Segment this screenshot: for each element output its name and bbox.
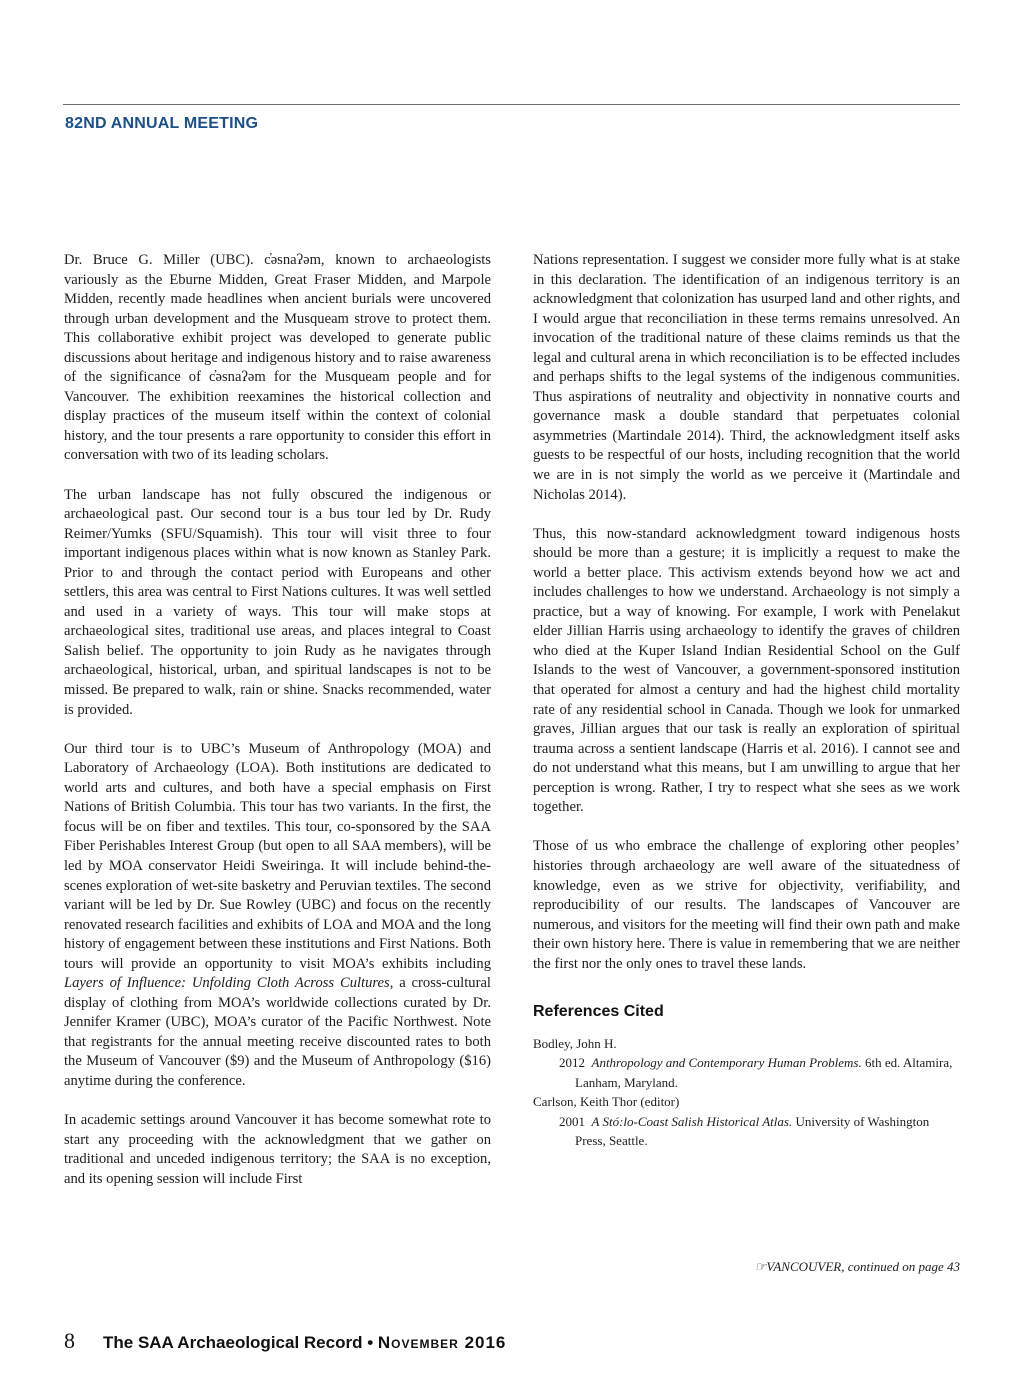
reference-citation (549, 1053, 960, 1092)
reference-author: Bodley, John H. (533, 1035, 617, 1051)
paragraph-text: Our third tour is to UBC’s Museum of Anthropology (MOA) and Laboratory of Archaeology (LOA). Both institutions are dedicated to world arts and cultures, and both have a special emphasis on First Nations of British Columbia. This tour has two variants. In the first, the focus will be on fiber and textiles. This tour, co-sponsored by the SAA Fiber Perishables Interest Group (but open to all SAA members), will be led by MOA conservator Heidi Sweiringa. It will include behind-the-scenes exploration of wet-site basketry and Peruvian textiles. The second variant will be led by Dr. Sue Rowley (UBC) and focus on the recently renovated research facilities and exhibits of LOA and MOA and the long history of engagement between these institutions and First Nations. Both tours will provide an opportunity to visit MOA’s exhibits including (64, 740, 491, 972)
reference-entry (533, 1034, 960, 1093)
paragraph: The urban landscape has not fully obscured the indigenous or archaeological past. Our second tour is a bus tour led by Dr. Rudy Reimer/Yumks (SFU/Squamish). This tour will visit three to four important indigenous places within what is now known as Stanley Park. Prior to and through the contact period with Europeans and other settlers, this area was central to First Nations cultures. It was well settled and used in a variety of ways. This tour will make stops at archaeological sites, traditional use areas, and places integral to Coast Salish belief. The opportunity to join Rudy as he navigates through archaeological, historical, urban, and spiritual landscapes is not to be missed. Be prepared to walk, rain or shine. Snacks recommended, water is provided. (64, 486, 491, 718)
reference-details: 6th ed. Altamira, Lanham, Maryland. (575, 1055, 953, 1090)
reference-title: A Stó:lo-Coast Salish Historical Atlas. (591, 1113, 793, 1129)
paragraph: Thus, this now-standard acknowledgment toward indigenous hosts should be more than a gesture; it is implicitly a request to make the world a better place. This activism extends beyond how we act and includes challenges to how we understand. Archaeology is not simply a practice, but a way of knowing. For example, I work with Penelakut elder Jillian Harris using archaeology to identify the graves of children who died at the Kuper Island Indian Residential School on the Gulf Islands to the west of Vancouver, a government-sponsored institution that operated for almost a century and had the highest child mortality rate of any residential school in Canada. Though we look for unmarked graves, Jillian argues that our task is really an exploration of spiritual trauma across a sentient landscape (Harris et al. 2016). I cannot see and do not understand what this means, but I am unwilling to argue that her perception is wrong. Rather, I try to respect what she sees as we work together. (533, 525, 960, 816)
reference-details: University of Washington Press, Seattle. (575, 1113, 930, 1149)
right-column (533, 251, 960, 1151)
publication-name: The SAA Archaeological Record (103, 1333, 363, 1352)
reference-author: Carlson, Keith Thor (editor) (533, 1094, 680, 1110)
left-column (64, 251, 491, 1209)
continued-note: ☞VANCOUVER, continued on page 43 (754, 1259, 960, 1274)
paragraph: In academic settings around Vancouver it has become somewhat rote to start any proceeding with the acknowledgment that we gather on traditional and unceded indigenous territory; the SAA is no exception, and its opening session will include First (64, 1112, 491, 1187)
reference-title: Anthropology and Contemporary Human Problems. (591, 1055, 862, 1071)
references-heading: References Cited (533, 1003, 664, 1021)
reference-year: 2012 (559, 1055, 585, 1071)
reference-year: 2001 (559, 1113, 585, 1129)
footer-bullet: • (367, 1333, 374, 1352)
page-footer (64, 1328, 506, 1354)
exhibit-title: Layers of Influence: Unfolding Cloth Across Cultures (64, 975, 390, 992)
paragraph-text: , a cross-cultural display of clothing from MOA’s worldwide collections curated by Dr. Jennifer Kramer (UBC), MOA’s curator of the Pacific Northwest. Note that registrants for the annual meeting receive discounted rates to both the Museum of Vancouver ($9) and the Museum of Anthropology ($16) anytime during the conference. (64, 975, 491, 1089)
page-number: 8 (64, 1328, 75, 1353)
paragraph (64, 740, 491, 1092)
reference-citation (549, 1112, 960, 1151)
header-rule (63, 104, 960, 105)
paragraph: Dr. Bruce G. Miller (UBC). c̓əsnaʔəm, known to archaeologists variously as the Eburne Midden, Great Fraser Midden, and Marpole Midden, recently made headlines when ancient burials were uncovered through urban development and the Musqueam strove to protect them. This collaborative exhibit project was developed to generate public discussions about heritage and indigenous history and to raise awareness of the significance of c̓əsnaʔəm for the Musqueam people and for Vancouver. The exhibition reexamines the historical collection and display practices of the museum itself within the context of colonial history, and the tour presents a rare opportunity to consider this effort in conversation with two of its leading scholars. (64, 252, 491, 464)
reference-entry (533, 1092, 960, 1151)
paragraph: Nations representation. I suggest we consider more fully what is at stake in this declaration. The identification of an indigenous territory is an acknowledgment that colonization has usurped land and other rights, and I would argue that reconciliation in these terms remains unresolved. An invocation of the traditional nature of these claims reminds us that the legal and cultural arena in which reconciliation is to be effected includes and perhaps shifts to the legal systems of the indigenous communities. Thus aspirations of neutrality and objectivity in nonnative courts and governance mask a double standard that perpetuates colonial asymmetries (Martindale 2014). Third, the acknowledgment itself asks guests to be respectful of our hosts, including recognition that the world we are in is not simply the world as we perceive it (Martindale and Nicholas 2014). (533, 252, 960, 503)
section-header: 82ND ANNUAL MEETING (65, 115, 259, 132)
paragraph: Those of us who embrace the challenge of exploring other peoples’ histories through archaeology are well aware of the situatedness of knowledge, even as we strive for objectivity, verifiability, and reproducibility of our results. The landscapes of Vancouver are numerous, and visitors for the meeting will find their own path and make their own history here. There is value in remembering that we are neither the first nor the only ones to travel these lands. (533, 838, 960, 972)
issue-date: November 2016 (377, 1333, 507, 1352)
